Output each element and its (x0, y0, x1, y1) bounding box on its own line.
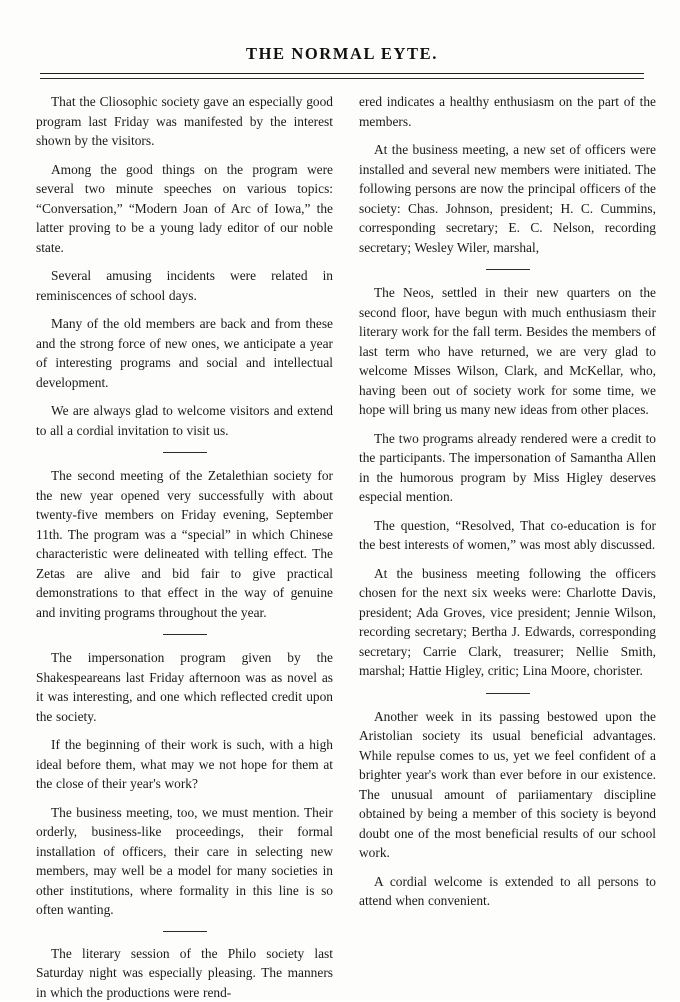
section-divider (163, 931, 207, 932)
paragraph: A cordial welcome is extended to all persons to attend when convenient. (359, 872, 656, 911)
section-philo (36, 944, 333, 1002)
paragraph: That the Cliosophic society gave an especially good program last Friday was manifested by the interest shown by the visitors. (36, 92, 333, 151)
paragraph: At the business meeting following the officers chosen for the next six weeks were: Charlotte Davis, president; Ada Groves, vice president; Jennie Wilson, recording secretary; Bertha J. Edwards, corresponding secretary; Carrie Clark, treasurer; Nellie Smith, marshal; Hattie Higley, critic; Lina Moore, chorister. (359, 564, 656, 681)
section-aristolian (359, 707, 656, 911)
section-divider (163, 634, 207, 635)
paragraph: The two programs already rendered were a credit to the participants. The impersonation of Samantha Allen in the humorous program by Miss Higley deserves especial mention. (359, 429, 656, 507)
section-neo (359, 283, 656, 681)
section-divider (486, 269, 530, 270)
paragraph: Several amusing incidents were related in reminiscences of school days. (36, 266, 333, 305)
paragraph: ered indicates a healthy enthusiasm on the part of the members. (359, 92, 656, 131)
section-shakespearean (36, 648, 333, 920)
section-divider (163, 452, 207, 453)
paragraph: Among the good things on the program were several two minute speeches on various topics: “Conversation,” “Modern Joan of Arc of Iowa,” the latter proving to be a young lady editor of our noble state. (36, 160, 333, 258)
section-cliosophic (36, 92, 333, 440)
header-rule (40, 73, 644, 79)
paragraph: The question, “Resolved, That co-education is for the best interests of women,” was most ably discussed. (359, 516, 656, 555)
section-zetalethian (36, 466, 333, 622)
paragraph: The Neos, settled in their new quarters on the second floor, have begun with much enthusiasm their literary work for the fall term. Besides the members of last term who have returned, we are very glad to welcome Misses Wilson, Clark, and McKellar, who, having been out of society work for some time, we hope will bring us many new ideas from other places. (359, 283, 656, 420)
paragraph: The impersonation program given by the Shakespeareans last Friday afternoon was as novel as it was interesting, and one which reflected credit upon the society. (36, 648, 333, 726)
paragraph: We are always glad to welcome visitors and extend to all a cordial invitation to visit us. (36, 401, 333, 440)
right-column (359, 92, 656, 911)
paragraph: Another week in its passing bestowed upon the Aristolian society its usual beneficial advantages. While repulse comes to us, yet we feel confident of a brighter year's work than ever before in our existence. The unusual amount of pariiamentary discipline obtained by being a member of this society is beyond doubt one of the most beneficial results of our school work. (359, 707, 656, 863)
two-column-body (36, 92, 648, 1002)
paragraph: Many of the old members are back and from these and the strong force of new ones, we anticipate a year of interesting programs and social and intellectual development. (36, 314, 333, 392)
paragraph: At the business meeting, a new set of officers were installed and several new members were initiated. The following persons are now the principal officers of the society: Chas. Johnson, president; H. C. Cummins, corresponding secretary; E. C. Nelson, recording secretary; Wesley Wiler, marshal, (359, 140, 656, 257)
paragraph: The literary session of the Philo society last Saturday night was especially pleasing. The manners in which the productions were rend- (36, 944, 333, 1002)
running-head: THE NORMAL EYTE. (36, 44, 648, 64)
paragraph: The second meeting of the Zetalethian society for the new year opened very successfully with about twenty-five members on Friday evening, September 11th. The program was a “special” in which Chinese characteristic were delineated with telling effect. The Zetas are alive and bid fair to give practical demonstrations to that effect in the way of genuine and inviting programs throughout the year. (36, 466, 333, 622)
paragraph: The business meeting, too, we must mention. Their orderly, business-like proceedings, their formal installation of officers, their care in selecting new members, may well be a model for many societies in other institutions, where formality in this line is so often wanting. (36, 803, 333, 920)
left-column (36, 92, 333, 1002)
paragraph: If the beginning of their work is such, with a high ideal before them, what may we not hope for them at the close of their year's work? (36, 735, 333, 794)
section-philo-continued (359, 92, 656, 257)
section-divider (486, 693, 530, 694)
